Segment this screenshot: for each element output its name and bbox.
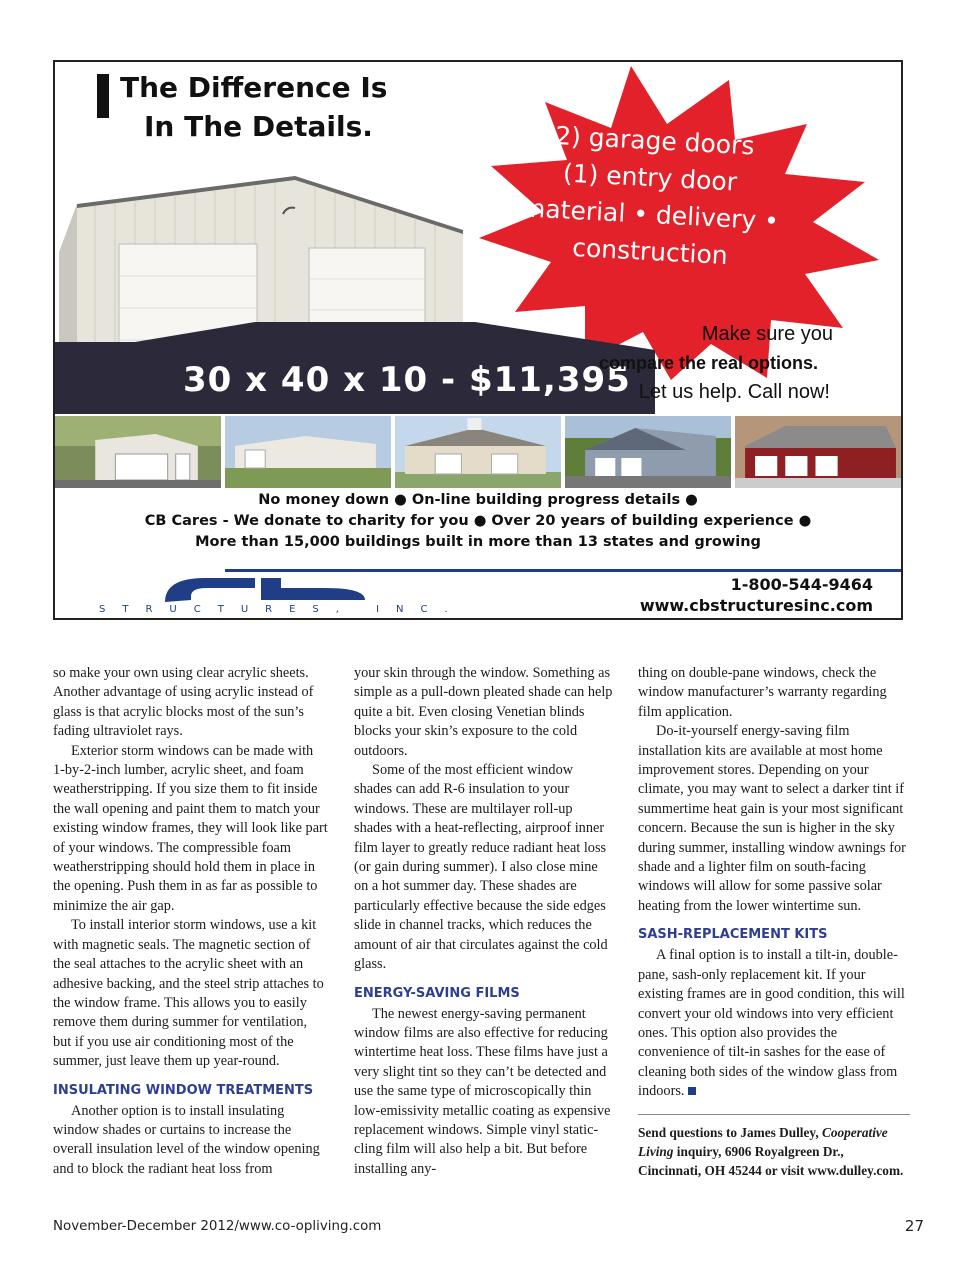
section-heading: SASH-REPLACEMENT KITS [638, 927, 828, 943]
building-photo-1 [55, 416, 221, 488]
building-photo-3 [395, 416, 561, 488]
section-heading: INSULATING WINDOW TREATMENTS [53, 1082, 314, 1098]
starburst-line-2: (1) entry door [562, 158, 738, 197]
article-column-1 [53, 664, 328, 1179]
end-mark-icon [688, 1087, 696, 1095]
ad-website: www.cbstructuresinc.com [639, 596, 873, 615]
author-bio [638, 1123, 910, 1180]
ad-header [55, 62, 901, 417]
building-photo-2 [225, 416, 391, 488]
callout-line-3: Let us help. Call now! [638, 381, 830, 403]
bio-text: . [900, 1162, 904, 1178]
ad-headline [120, 68, 387, 146]
bio-text: Send questions to James Dulley, [638, 1124, 822, 1140]
bio-text: inquiry, 6906 Royalgreen Dr., Cincinnati, OH 45244 or visit [638, 1143, 844, 1178]
ad-contact [640, 574, 873, 616]
paragraph: The newest energy-saving permanent window films are also effective for reducing wintertime heat loss. These films have just a very slight tint so they can’t be detected and use the same type of microscopically thin low-emissivity metallic coating as expensive replacement windows. Simple vinyl static-cling film will also help a bit. But before installing any- [354, 1005, 611, 1177]
callout-line-1: Make sure you [701, 323, 833, 345]
page-number: 27 [904, 1217, 924, 1235]
bullet-line-2: CB Cares - We donate to charity for you ● Over 20 years of building experience ● [144, 513, 812, 529]
paragraph: Exterior storm windows can be made with 1-by-2-inch lumber, acrylic sheet, and foam weatherstripping. If you size them to fit inside the wall opening and paint them to match your existing window frames, they will look like part of your windows. The compressible foam weatherstripping should hold them in place in the opening. Push them in as far as possible to minimize the air gap. [53, 742, 328, 914]
paragraph: Some of the most efficient window shades can add R-6 insulation to your windows. These are multilayer roll-up shades with a heat-reflecting, airproof inner film layer to greatly reduce radiant heat loss (or gain during summer). I also close mine on a hot summer day. These shades are particularly effective because the side edges slide in channel tracks, which reduces the amount of air that circulates against the cold glass. [354, 762, 608, 973]
bullet-line-1: No money down ● On-line building progress details ● [258, 492, 698, 508]
logo-subtitle: STRUCTURES, INC. [99, 604, 465, 615]
starburst-text [500, 122, 800, 270]
cb-structures-ad [53, 60, 903, 620]
ad-divider-line [225, 569, 903, 572]
building-photo-strip [55, 416, 901, 488]
bio-divider [638, 1114, 910, 1115]
article-column-3 [638, 664, 910, 1180]
paragraph: thing on double-pane windows, check the window manufacturer’s warranty regarding film application. [638, 665, 887, 720]
bio-publication: Cooperative Living [638, 1124, 888, 1159]
paragraph-text: A final option is to install a tilt-in, double-pane, sash-only replacement kit. If your existing frames are in good condition, this will convert your old windows into very efficient ones. This option also provides the convenience of tilt-in sashes for the ease of cleaning both sides of the window glass from indoors. [638, 947, 905, 1100]
callout-text [558, 320, 883, 407]
article-column-2 [354, 664, 614, 1179]
starburst-line-1: (2) garage doors [544, 120, 756, 161]
headline-line-1: The Difference Is [120, 71, 388, 104]
price-text: 30 x 40 x 10 - $11,395 [183, 360, 631, 400]
ad-bullet-points [55, 490, 901, 553]
paragraph [638, 946, 910, 1101]
building-photo-4 [565, 416, 731, 488]
paragraph: To install interior storm windows, use a kit with magnetic seals. The magnetic section of the seal attaches to the acrylic sheet with an adhesive backing, and the steel strip attaches to the window frame. This allows you to easily remove them during summer for ventilation, but if you use air conditioning most of the summer, just leave them up year-round. [53, 917, 324, 1070]
headline-bar [97, 74, 109, 118]
callout-line-2: compare the real options. [598, 353, 818, 373]
starburst-line-4: construction [571, 232, 729, 271]
section-heading: ENERGY-SAVING FILMS [354, 985, 520, 1001]
paragraph: your skin through the window. Something as simple as a pull-down pleated shade can help quite a bit. Even closing Venetian blinds blocks your skin’s exposure to the cold outdoors. [354, 665, 613, 759]
bio-website-link[interactable]: www.dulley.com [807, 1162, 901, 1178]
building-photo-5 [735, 416, 901, 488]
footer-issue: November-December 2012/www.co-opliving.com [53, 1219, 382, 1234]
bullet-line-3: More than 15,000 buildings built in more than 13 states and growing [195, 534, 761, 550]
ad-phone: 1-800-544-9464 [730, 575, 873, 594]
paragraph: Do-it-yourself energy-saving film installation kits are available at most home improvement stores. Depending on your climate, you may want to select a darker tint if summertime heat gain is your most significant concern. Because the sun is higher in the sky during summer, installing window awnings for shade and a lighter film on south-facing windows will allow for some passive solar heating from the lower wintertime sun. [638, 723, 906, 914]
paragraph: so make your own using clear acrylic sheets. Another advantage of using acrylic instead of glass is that acrylic blocks most of the sun’s fading ultraviolet rays. [53, 665, 314, 740]
paragraph: Another option is to install insulating window shades or curtains to increase the overall insulation level of the window opening and to block the radiant heat loss from [53, 1102, 320, 1177]
starburst-line-3: material • delivery • [520, 193, 780, 236]
headline-line-2: In The Details. [144, 110, 373, 143]
